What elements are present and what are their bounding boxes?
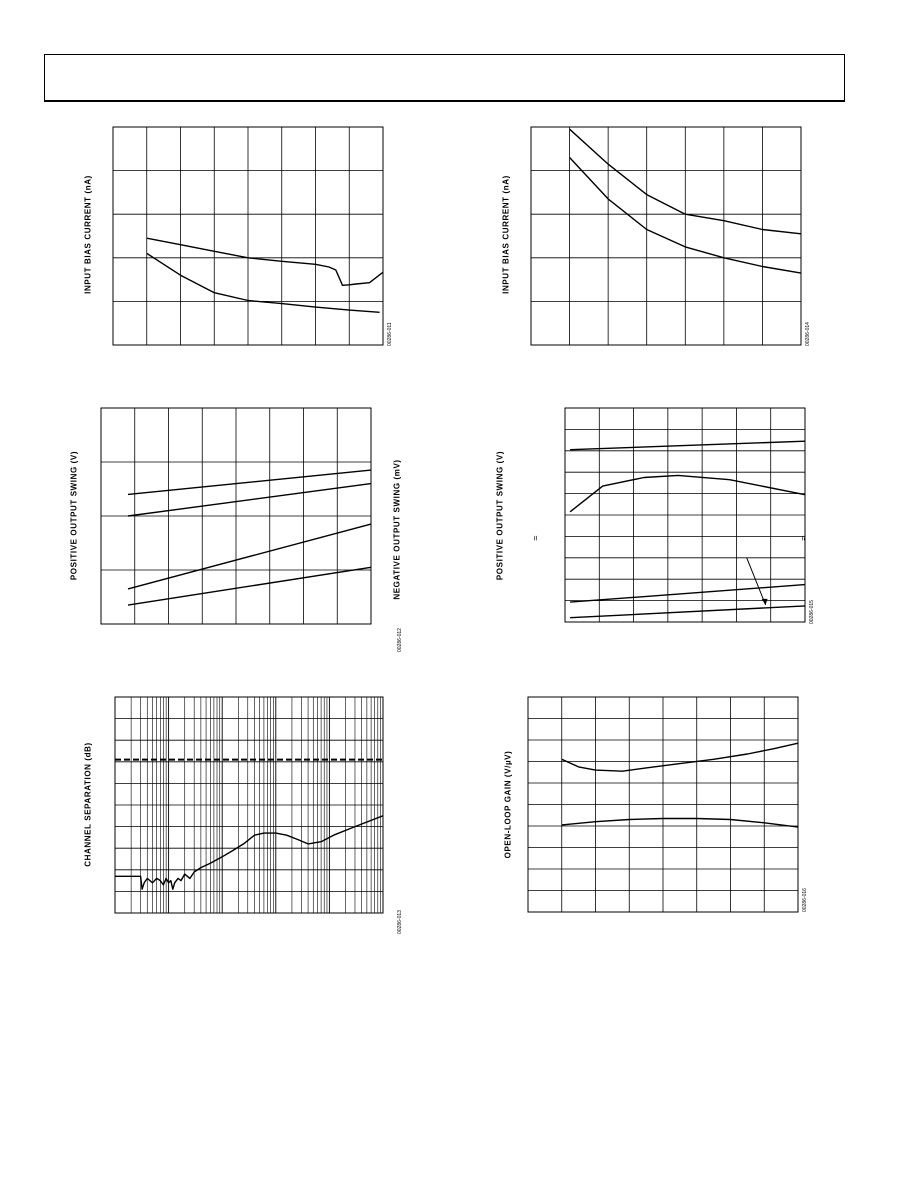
figure-code: 00286-016 bbox=[802, 888, 808, 912]
page-header-box bbox=[44, 54, 845, 102]
chart-plot-area bbox=[115, 697, 383, 913]
y-axis-label: POSITIVE OUTPUT SWING (V) bbox=[495, 450, 505, 581]
chart-plot-area bbox=[113, 127, 383, 345]
chart-output-swing-1 bbox=[101, 408, 371, 624]
annotation-arrow-head bbox=[762, 599, 768, 605]
y-axis-label: CHANNEL SEPARATION (dB) bbox=[83, 742, 93, 867]
chart-plot-area bbox=[101, 408, 371, 624]
y-axis-label: OPEN-LOOP GAIN (V/µV) bbox=[503, 750, 513, 859]
series-line-1 bbox=[570, 441, 805, 450]
y-axis-label: POSITIVE OUTPUT SWING (V) bbox=[69, 450, 79, 581]
y2-axis-label: NEGATIVE OUTPUT SWING (mV) bbox=[392, 459, 402, 600]
y-axis-label: INPUT BIAS CURRENT (nA) bbox=[83, 175, 93, 294]
figure-code: 00286-013 bbox=[397, 910, 403, 934]
chart-input-bias-current-1 bbox=[113, 127, 383, 345]
chart-plot-area bbox=[565, 408, 805, 622]
figure-code: 00286-012 bbox=[397, 628, 403, 652]
chart-plot-area bbox=[531, 127, 801, 345]
series-line-1 bbox=[128, 470, 371, 494]
chart-plot-area bbox=[528, 697, 798, 912]
chart-open-loop-gain bbox=[528, 697, 798, 912]
figure-code: 00286-011 bbox=[387, 322, 393, 346]
figure-code: 00286-014 bbox=[805, 322, 811, 346]
series-line-4 bbox=[128, 567, 371, 605]
series-line-2 bbox=[128, 484, 371, 516]
figure-code: 00286-015 bbox=[809, 600, 815, 624]
series-line-3 bbox=[128, 524, 371, 589]
series-line-4 bbox=[570, 606, 805, 618]
series-line-1 bbox=[147, 238, 383, 285]
series-line-1 bbox=[562, 743, 798, 771]
annotation-arrow-line bbox=[747, 558, 766, 605]
series-line-3 bbox=[570, 585, 805, 603]
chart-output-swing-2 bbox=[565, 408, 805, 622]
axis-break-left: ≈ bbox=[530, 535, 541, 541]
series-line-2 bbox=[147, 253, 380, 312]
axis-break-right: ≈ bbox=[798, 535, 809, 541]
chart-channel-separation bbox=[115, 697, 383, 913]
chart-input-bias-current-2 bbox=[531, 127, 801, 345]
y-axis-label: INPUT BIAS CURRENT (nA) bbox=[501, 175, 511, 294]
